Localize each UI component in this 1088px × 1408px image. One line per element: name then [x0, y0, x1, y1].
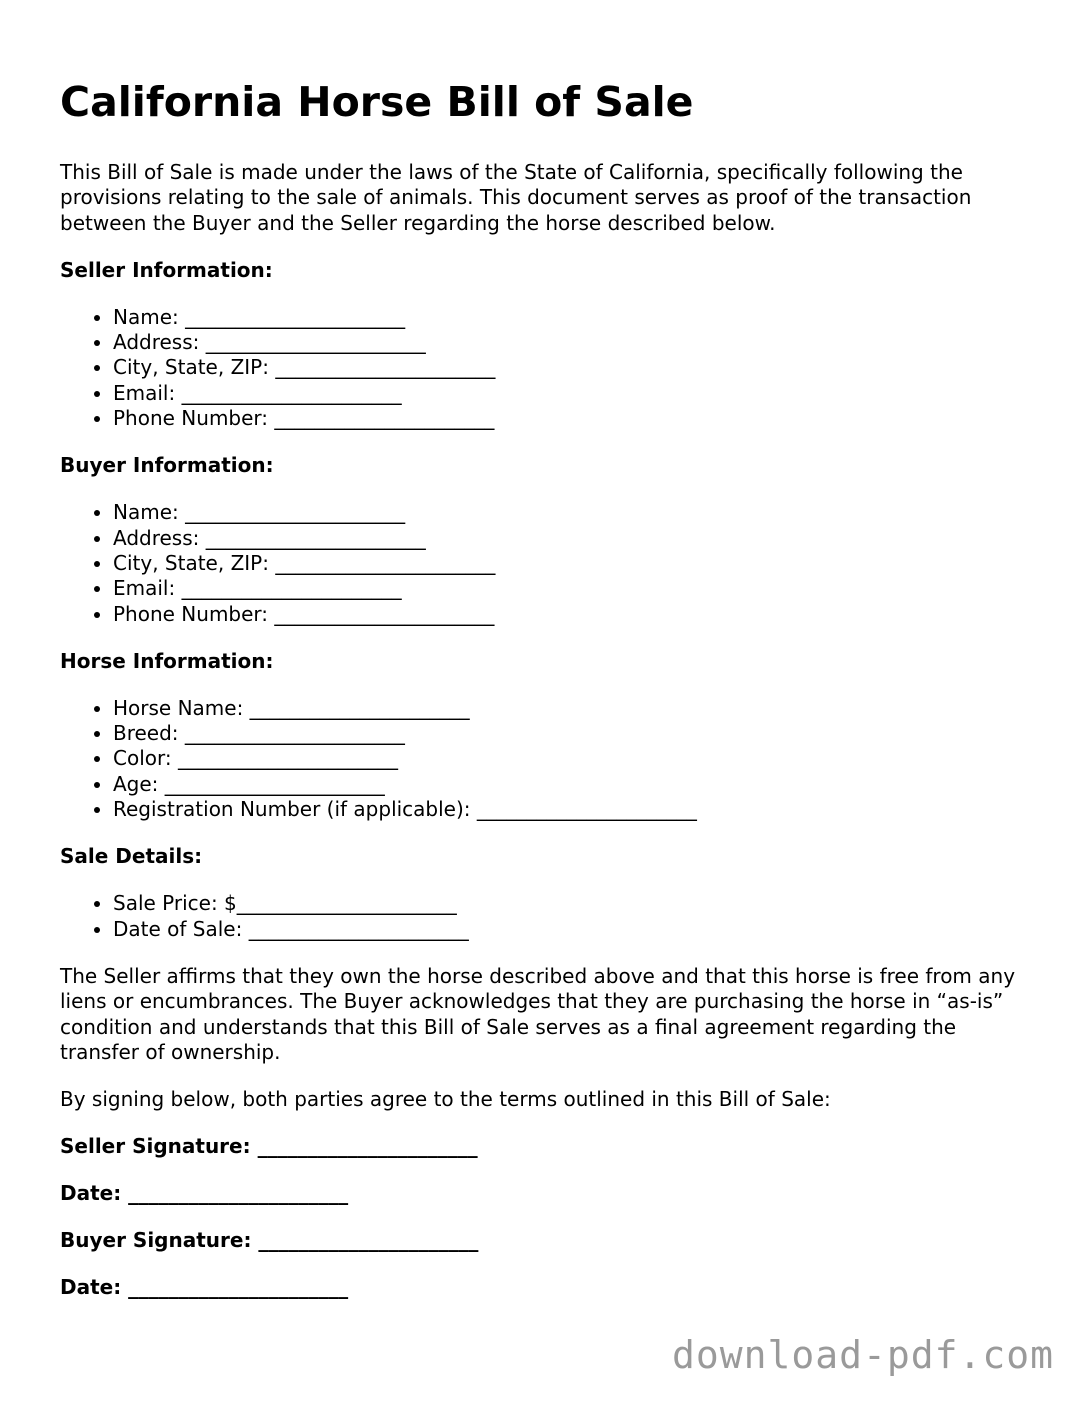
seller-section-heading: Seller Information:: [60, 257, 273, 282]
watermark-text: download-pdf.com: [671, 1333, 1054, 1377]
buyer-date-line: Date: ______________________: [60, 1275, 349, 1300]
horse-section-heading: Horse Information:: [60, 648, 274, 673]
seller-city-state-zip-field: • City, State, ZIP: ______________________: [113, 355, 1040, 380]
seller-name-field: • Name: ______________________: [113, 305, 1040, 330]
horse-color-field: • Color: ______________________: [113, 746, 1040, 771]
seller-address-field: • Address: ______________________: [113, 330, 1040, 355]
intro-paragraph: This Bill of Sale is made under the laws of the State of California, specifically following the provisions relating to the sale of animals. This document serves as proof of the transaction between the Buyer and the Seller regarding the horse described below.: [60, 160, 972, 235]
seller-signature-line: Seller Signature: ______________________: [60, 1134, 478, 1159]
seller-email-field: • Email: ______________________: [113, 381, 1040, 406]
affirmation-paragraph: The Seller affirms that they own the horse described above and that this horse is free from any liens or encumbrances. The Buyer acknowledges that they are purchasing the horse in “as-is” condition and understands that this Bill of Sale serves as a final agreement regarding the transfer of ownership.: [60, 963, 1016, 1064]
buyer-email-field: • Email: ______________________: [113, 576, 1040, 601]
horse-registration-field: • Registration Number (if applicable): ______________________: [113, 797, 1040, 822]
sale-details-list: [60, 891, 1040, 942]
buyer-city-state-zip-field: • City, State, ZIP: ______________________: [113, 551, 1040, 576]
buyer-signature-line: Buyer Signature: ______________________: [60, 1228, 479, 1253]
horse-age-field: • Age: ______________________: [113, 772, 1040, 797]
seller-phone-field: • Phone Number: ______________________: [113, 406, 1040, 431]
agreement-paragraph: By signing below, both parties agree to the terms outlined in this Bill of Sale:: [60, 1087, 831, 1112]
document-page: [60, 76, 1040, 1300]
buyer-name-field: • Name: ______________________: [113, 500, 1040, 525]
buyer-phone-field: • Phone Number: ______________________: [113, 602, 1040, 627]
buyer-address-field: • Address: ______________________: [113, 526, 1040, 551]
seller-date-line: Date: ______________________: [60, 1181, 349, 1206]
horse-info-list: [60, 696, 1040, 822]
buyer-info-list: [60, 500, 1040, 626]
sale-date-field: • Date of Sale: ______________________: [113, 917, 1040, 942]
sale-section-heading: Sale Details:: [60, 844, 203, 869]
seller-info-list: [60, 305, 1040, 431]
horse-breed-field: • Breed: ______________________: [113, 721, 1040, 746]
horse-name-field: • Horse Name: ______________________: [113, 696, 1040, 721]
sale-price-field: • Sale Price: $______________________: [113, 891, 1040, 916]
buyer-section-heading: Buyer Information:: [60, 453, 274, 478]
document-title: California Horse Bill of Sale: [60, 78, 694, 126]
